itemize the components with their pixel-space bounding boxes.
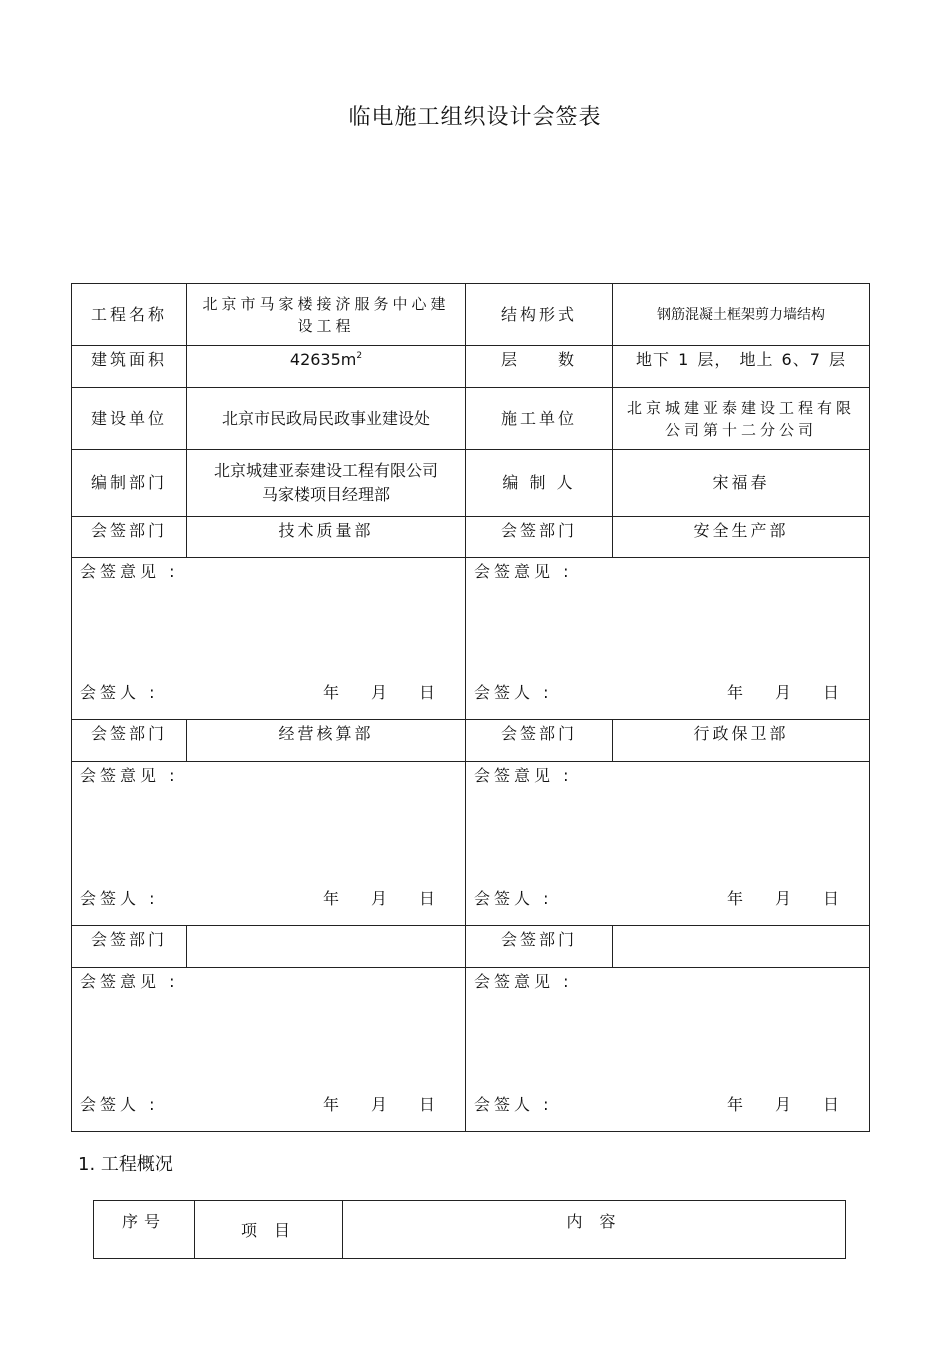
row-builder xyxy=(72,388,870,450)
dept-value: 北京城建亚泰建设工程有限公司马家楼项目经理部 xyxy=(187,450,466,517)
author-value: 宋福春 xyxy=(613,450,870,517)
sign-dept-label: 会签部门 xyxy=(466,720,613,762)
year-label: 年 xyxy=(322,889,339,908)
signer-label: 会签人 : xyxy=(80,1095,159,1114)
opinion-cell xyxy=(72,558,466,720)
signer-label: 会签人 : xyxy=(80,683,159,702)
opinion-cell xyxy=(466,968,870,1132)
day-label: 日 xyxy=(822,1095,839,1114)
page-title: 临电施工组织设计会签表 xyxy=(348,105,602,130)
sign-dept-label: 会签部门 xyxy=(466,517,613,558)
sign-dept-value xyxy=(187,926,466,968)
sign-dept-row-2 xyxy=(72,720,870,762)
month-label: 月 xyxy=(370,1095,387,1114)
author-label: 编 制 人 xyxy=(466,450,613,517)
opinion-cell xyxy=(466,762,870,926)
sign-dept-label: 会签部门 xyxy=(72,720,187,762)
sign-dept-value: 经营核算部 xyxy=(187,720,466,762)
sign-dept-value xyxy=(613,926,870,968)
row-dept xyxy=(72,450,870,517)
signer-label: 会签人 : xyxy=(474,683,553,702)
structure-label: 结构形式 xyxy=(466,284,613,346)
date-line xyxy=(695,681,839,705)
date-line xyxy=(695,1093,839,1117)
col-header-content: 内 容 xyxy=(343,1201,846,1259)
year-label: 年 xyxy=(726,1095,743,1114)
month-label: 月 xyxy=(370,683,387,702)
month-label: 月 xyxy=(774,1095,791,1114)
year-label: 年 xyxy=(322,1095,339,1114)
sign-off-table xyxy=(71,283,870,1132)
day-label: 日 xyxy=(418,889,435,908)
contractor-value: 北京城建亚泰建设工程有限公司第十二分公司 xyxy=(613,388,870,450)
opinion-label: 会签意见 : xyxy=(80,766,179,785)
signer-label: 会签人 : xyxy=(474,1095,553,1114)
month-label: 月 xyxy=(774,889,791,908)
opinion-cell xyxy=(72,762,466,926)
row-project-name xyxy=(72,284,870,346)
year-label: 年 xyxy=(322,683,339,702)
month-label: 月 xyxy=(774,683,791,702)
area-label: 建筑面积 xyxy=(72,346,187,388)
col-header-item: 项 目 xyxy=(195,1201,343,1259)
contractor-label: 施工单位 xyxy=(466,388,613,450)
builder-label: 建设单位 xyxy=(72,388,187,450)
sign-dept-label: 会签部门 xyxy=(72,926,187,968)
opinion-label: 会签意见 : xyxy=(474,562,573,581)
opinion-label: 会签意见 : xyxy=(474,766,573,785)
opinion-row-2 xyxy=(72,762,870,926)
opinion-cell xyxy=(72,968,466,1132)
area-cell xyxy=(187,346,466,388)
signer-label: 会签人 : xyxy=(474,889,553,908)
sign-dept-label: 会签部门 xyxy=(72,517,187,558)
dept-label: 编制部门 xyxy=(72,450,187,517)
day-label: 日 xyxy=(822,889,839,908)
floors-label: 层 数 xyxy=(466,346,613,388)
opinion-label: 会签意见 : xyxy=(80,972,179,991)
sign-dept-row-1 xyxy=(72,517,870,558)
row-area xyxy=(72,346,870,388)
date-line xyxy=(695,887,839,911)
project-name-label: 工程名称 xyxy=(72,284,187,346)
project-name-value: 北京市马家楼接济服务中心建设工程 xyxy=(187,284,466,346)
day-label: 日 xyxy=(418,1095,435,1114)
sign-dept-row-3 xyxy=(72,926,870,968)
day-label: 日 xyxy=(418,683,435,702)
opinion-row-3 xyxy=(72,968,870,1132)
sign-dept-value: 安全生产部 xyxy=(613,517,870,558)
year-label: 年 xyxy=(726,889,743,908)
overview-header-row xyxy=(94,1201,846,1259)
structure-value: 钢筋混凝土框架剪力墙结构 xyxy=(613,284,870,346)
section-heading: 1. 工程概况 xyxy=(78,1154,173,1175)
signer-label: 会签人 : xyxy=(80,889,159,908)
opinion-label: 会签意见 : xyxy=(474,972,573,991)
builder-value: 北京市民政局民政事业建设处 xyxy=(187,388,466,450)
opinion-label: 会签意见 : xyxy=(80,562,179,581)
day-label: 日 xyxy=(822,683,839,702)
sign-dept-value: 行政保卫部 xyxy=(613,720,870,762)
area-value: 42635m xyxy=(289,350,357,369)
opinion-cell xyxy=(466,558,870,720)
floors-value: 地下 1 层， 地上 6、7 层 xyxy=(613,346,870,388)
date-line xyxy=(291,1093,435,1117)
month-label: 月 xyxy=(370,889,387,908)
overview-table xyxy=(93,1200,846,1259)
sign-dept-value: 技术质量部 xyxy=(187,517,466,558)
opinion-row-1 xyxy=(72,558,870,720)
sign-dept-label: 会签部门 xyxy=(466,926,613,968)
date-line xyxy=(291,681,435,705)
year-label: 年 xyxy=(726,683,743,702)
date-line xyxy=(291,887,435,911)
area-unit-sup: 2 xyxy=(356,351,363,361)
col-header-index: 序号 xyxy=(94,1201,195,1259)
